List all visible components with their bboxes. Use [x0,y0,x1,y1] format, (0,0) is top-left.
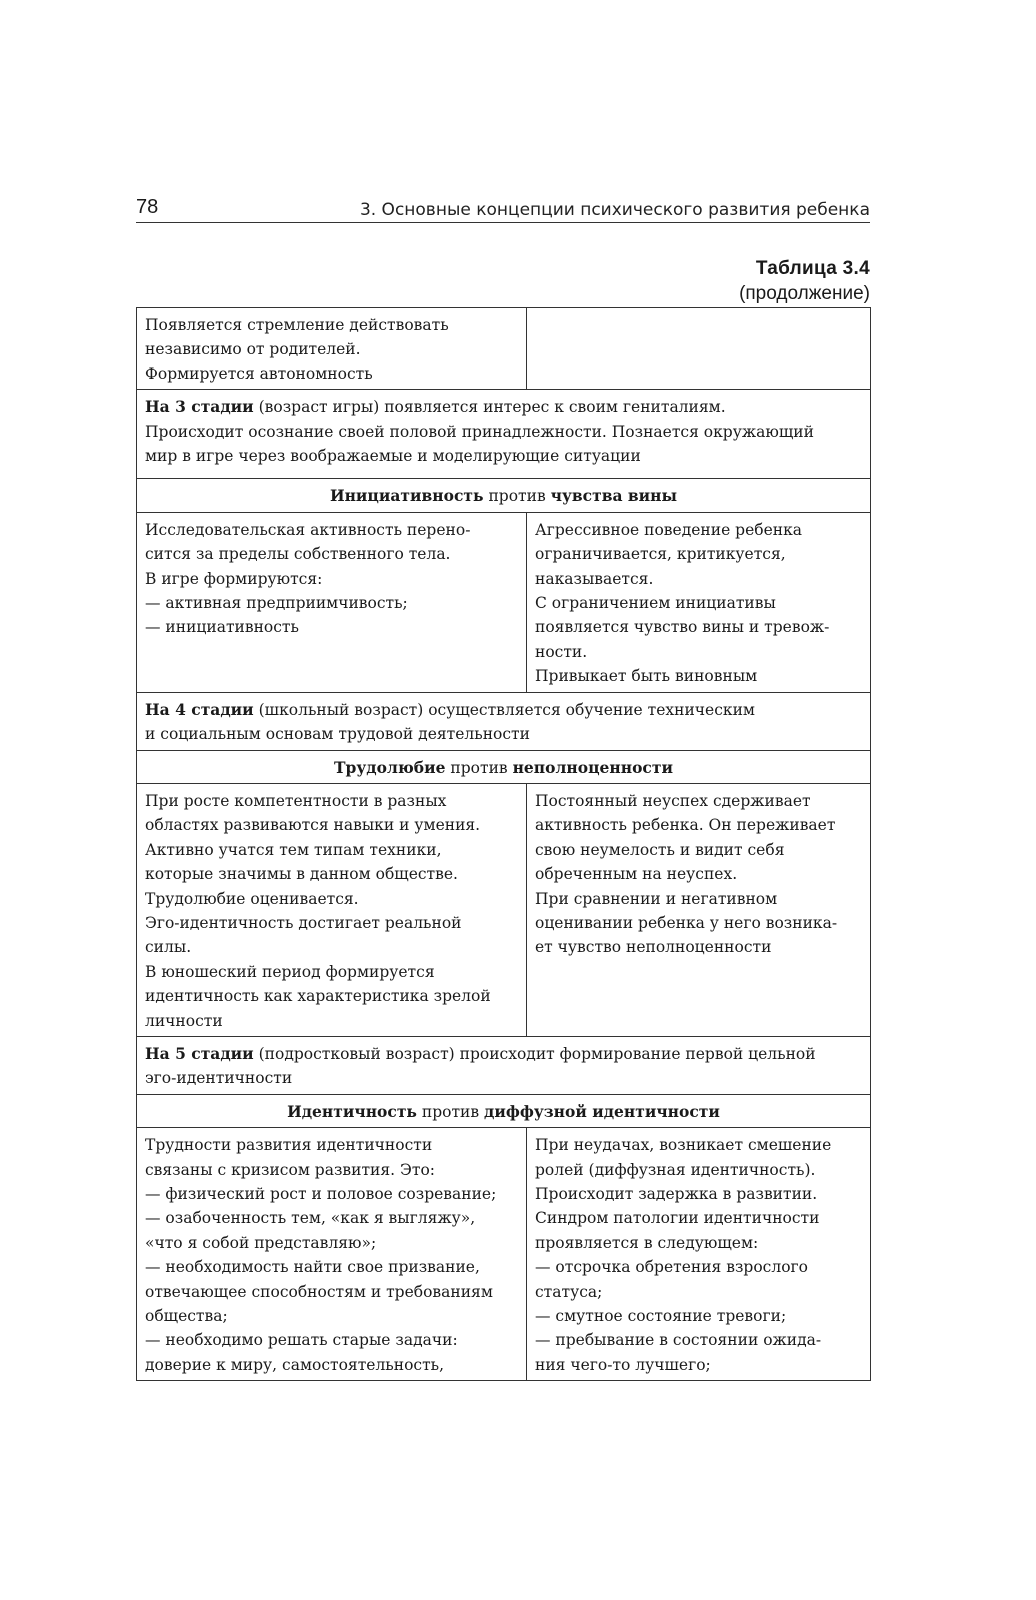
cell-line: общества; [145,1307,228,1326]
cell-line: При росте компетентности в разных [145,791,447,810]
band-4-mid: против [445,758,513,777]
band-row [137,479,871,512]
table-cell-left [137,1128,527,1381]
cell-line: — необходимость найти свое призвание, [145,1258,480,1277]
cell-line: — озабоченность тем, «как я выгляжу», [145,1209,476,1228]
stage-3-text: (возраст игры) появляется интерес к своим гениталиям. [253,398,726,417]
table-row [137,783,871,1036]
stage-row [137,390,871,479]
stage-5-text: (подростковый возраст) происходит формирование первой цельной [253,1044,816,1063]
cell-line: — активная предприимчивость; [145,594,408,613]
cell-line: Исследовательская активность перено- [145,520,471,539]
cell-line: проявляется в следующем: [535,1233,759,1252]
table-cell-right [527,308,871,390]
cell-line: ограничивается, критикуется, [535,545,786,564]
cell-line: — пребывание в состоянии ожида- [535,1331,822,1350]
cell-line: ния чего-то лучшего; [535,1355,711,1374]
table-row [137,1128,871,1381]
cell-line: Формируется автономность [145,364,373,383]
band-row [137,1094,871,1127]
cell-line: статуса; [535,1282,603,1301]
cell-line: Трудолюбие оценивается. [145,889,359,908]
cell-line: появляется чувство вины и тревож- [535,618,830,637]
band-4-cell [137,750,871,783]
cell-line: — отсрочка обретения взрослого [535,1258,808,1277]
table-cell-left [137,308,527,390]
stage-4-cell [137,692,871,750]
cell-line: отвечающее способностям и требованиям [145,1282,493,1301]
table-cell-left [137,512,527,692]
band-3-b: чувства вины [550,486,678,506]
table-row [137,308,871,390]
stage-4-label: На 4 стадии [145,699,254,719]
cell-line [145,395,862,419]
cell-line: При сравнении и негативном [535,889,778,908]
stage-4-text: (школьный возраст) осуществляется обучение техническим [253,700,755,719]
cell-line: В игре формируются: [145,569,323,588]
stage-row [137,1036,871,1094]
cell-line: сится за пределы собственного тела. [145,545,451,564]
cell-line: В юношеский период формируется [145,962,435,981]
cell-line: мир в игре через воображаемые и моделирующие ситуации [145,447,641,466]
cell-line: идентичность как характеристика зрелой [145,987,491,1006]
page-number: 78 [136,196,159,218]
cell-line: Активно учатся тем типам техники, [145,840,442,859]
cell-line: личности [145,1011,223,1030]
stage-5-label: На 5 стадии [145,1043,254,1063]
running-title: 3. Основные концепции психического развития ребенка [359,200,870,220]
cell-line: Эго-идентичность достигает реальной [145,913,462,932]
stages-table [136,307,871,1381]
table-cell-right [527,783,871,1036]
band-3-a: Инициативность [329,486,484,506]
cell-line: которые значимы в данном обществе. [145,865,458,884]
cell-line: Постоянный неуспех сдерживает [535,791,811,810]
cell-line [145,698,862,722]
cell-line: Трудности развития идентичности [145,1136,433,1155]
cell-line [145,1042,862,1066]
table-caption-title: Таблица 3.4 [755,258,870,279]
header-rule [136,222,870,223]
cell-line: и социальным основам трудовой деятельности [145,725,530,744]
cell-line: ности. [535,642,588,661]
cell-line: независимо от родителей. [145,340,361,359]
cell-line: доверие к миру, самостоятельность, [145,1355,445,1374]
table-row [137,512,871,692]
cell-line: При неудачах, возникает смешение [535,1136,832,1155]
cell-line: эго-идентичности [145,1069,293,1088]
cell-line: свою неумелость и видит себя [535,840,785,859]
cell-line: — необходимо решать старые задачи: [145,1331,458,1350]
cell-line: Происходит осознание своей половой принадлежности. Познается окружающий [145,422,814,441]
cell-line: Появляется стремление действовать [145,316,449,334]
cell-line: обреченным на неуспех. [535,865,738,884]
band-5-a: Идентичность [287,1101,417,1121]
band-4-b: неполноценности [512,757,673,777]
cell-line: связаны с кризисом развития. Это: [145,1160,436,1179]
cell-line: — смутное состояние тревоги; [535,1307,787,1326]
cell-line: наказывается. [535,569,654,588]
cell-line: Агрессивное поведение ребенка [535,520,803,539]
cell-line: С ограничением инициативы [535,594,776,613]
cell-line: «что я собой представляю»; [145,1233,377,1252]
band-5-b: диффузной идентичности [484,1101,720,1121]
band-5-mid: против [416,1102,485,1121]
band-3-cell [137,479,871,512]
stage-5-cell [137,1036,871,1094]
band-row [137,750,871,783]
cell-line: силы. [145,938,192,957]
cell-line: активность ребенка. Он переживает [535,816,836,835]
table-cell-left [137,783,527,1036]
table-cell-right [527,1128,871,1381]
band-4-a: Трудолюбие [334,757,446,777]
cell-line: областях развиваются навыки и умения. [145,816,481,835]
band-3-mid: против [483,487,551,506]
band-5-cell [137,1094,871,1127]
cell-line: оценивании ребенка у него возника- [535,913,838,932]
cell-line: — инициативность [145,618,299,637]
cell-line: Синдром патологии идентичности [535,1209,820,1228]
stage-3-label: На 3 стадии [145,397,254,417]
cell-line: — физический рост и половое созревание; [145,1185,497,1203]
cell-line: ет чувство неполноценности [535,938,772,957]
stage-3-cell [137,390,871,479]
table-caption-subtitle: (продолжение) [739,283,870,304]
cell-line: Происходит задержка в развитии. [535,1185,818,1203]
table-cell-right [527,512,871,692]
stage-row [137,692,871,750]
cell-line: Привыкает быть виновным [535,667,758,686]
table-caption [739,256,870,306]
cell-line: ролей (диффузная идентичность). [535,1160,816,1179]
